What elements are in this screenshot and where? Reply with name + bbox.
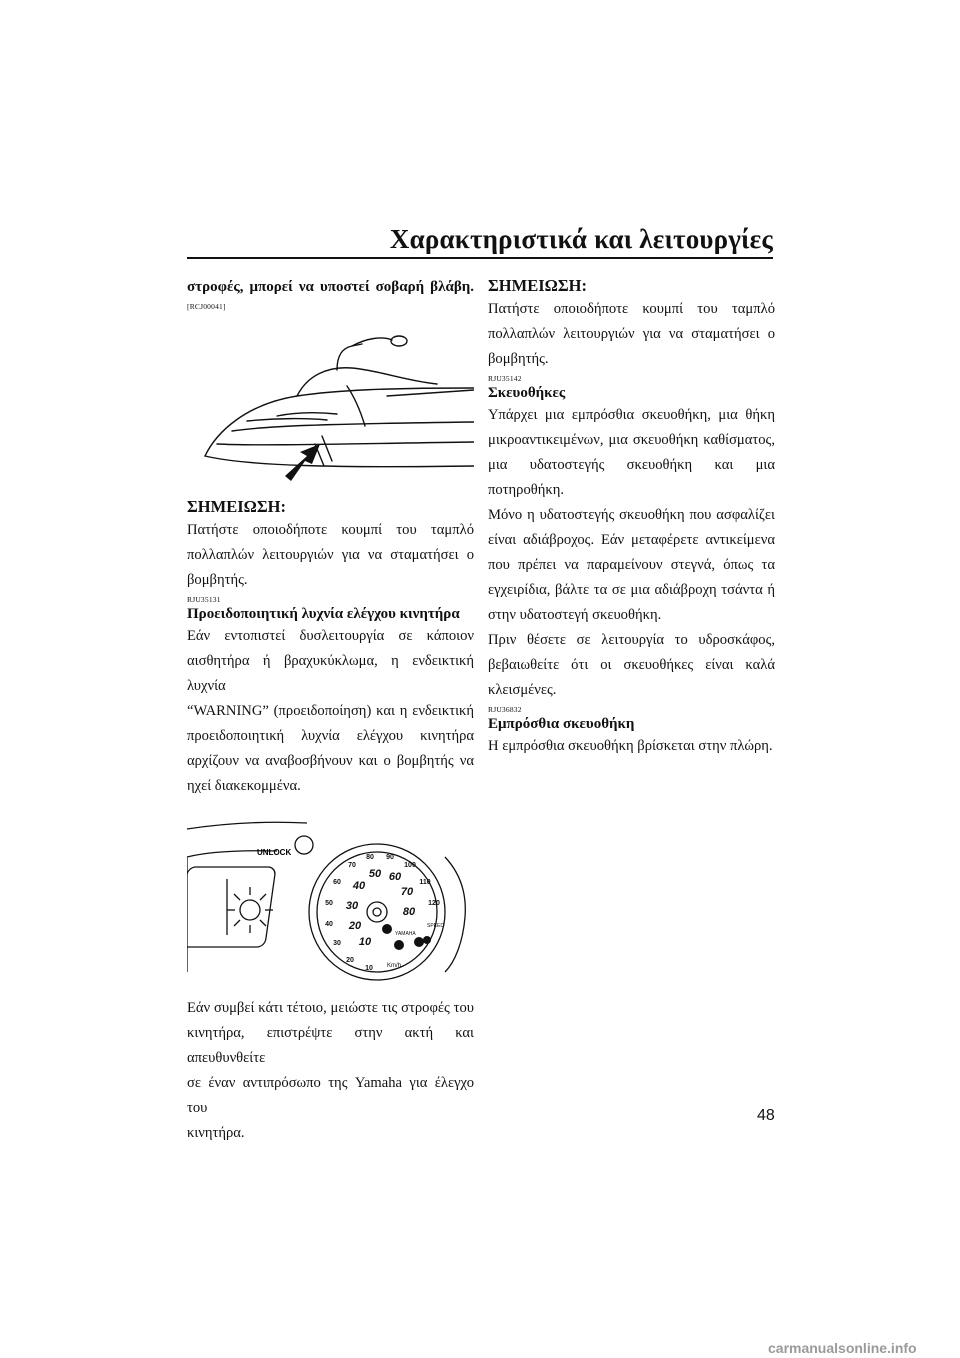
inner-tick-label: 10 — [358, 936, 372, 948]
right-note-line: πολλαπλών λειτουργιών για να σταματήσει ο — [488, 326, 775, 342]
outer-tick-label: 30 — [333, 940, 341, 947]
section-line: Μόνο η υδατοστεγής σκευοθήκη που ασφαλίζει — [488, 507, 775, 523]
section-title: Σκευοθήκες — [488, 385, 566, 401]
section-code: RJU35131 — [187, 595, 221, 604]
section-line: που πρέπει να παραμείνουν στεγνά, όπως τα — [488, 557, 775, 573]
section-line: Η εμπρόσθια σκευοθήκη βρίσκεται στην πλώρη. — [488, 738, 773, 754]
section-line: “WARNING” (προειδοποίηση) και η ενδεικτική — [187, 703, 474, 719]
outer-tick-label: 100 — [404, 862, 416, 869]
right-note-line: Πατήστε οποιοδήποτε κουμπί του ταμπλό — [488, 301, 775, 317]
watercraft-illustration — [187, 326, 474, 486]
left-note-line: πολλαπλών λειτουργιών για να σταματήσει ο — [187, 547, 474, 563]
section-title: Προειδοποιητική λυχνία ελέγχου κινητήρα — [187, 606, 460, 622]
after-line: σε έναν αντιπρόσωπο της Yamaha για έλεγχο του — [187, 1075, 474, 1116]
right-note-title: ΣΗΜΕΙΩΣΗ: — [488, 276, 587, 295]
outer-tick-label: 120 — [428, 900, 440, 907]
section-line: βεβαιωθείτε ότι οι σκευοθήκες είναι καλά — [488, 657, 775, 673]
section-line: Εάν εντοπιστεί δυσλειτουργία σε κάποιον — [187, 628, 474, 644]
section-line: ηχεί διακεκομμένα. — [187, 778, 301, 794]
after-line: κινητήρα. — [187, 1125, 245, 1141]
left-note-line: Πατήστε οποιοδήποτε κουμπί του ταμπλό — [187, 522, 474, 538]
inner-tick-label: 80 — [402, 906, 416, 918]
section-line: αρχίζουν να αναβοσβήνουν και ο βομβητής να — [187, 753, 474, 769]
section-line: κλεισμένες. — [488, 682, 557, 698]
warning-light-icon — [227, 887, 273, 933]
section-line: Πριν θέσετε σε λειτουργία το υδροσκάφος, — [488, 632, 775, 648]
outer-tick-label: 90 — [386, 854, 394, 861]
inner-tick-label: 20 — [348, 920, 362, 932]
brand-label: YAMAHA — [395, 931, 416, 937]
section-line: μικροαντικειμένων, μια σκευοθήκη καθίσματος, — [488, 432, 775, 448]
left-note-title: ΣΗΜΕΙΩΣΗ: — [187, 497, 286, 516]
section-line: προειδοποιητική λυχνία ελέγχου κινητήρα — [187, 728, 474, 744]
outer-tick-label: 110 — [419, 879, 431, 886]
section-line: είναι αδιάβροχος. Εάν μεταφέρετε αντικείμενα — [488, 532, 775, 548]
speedometer-illustration — [187, 817, 474, 982]
section-title: Εμπρόσθια σκευοθήκη — [488, 716, 635, 732]
outer-tick-label: 10 — [365, 965, 373, 972]
page-number: 48 — [757, 1107, 775, 1124]
inner-tick-label: 50 — [368, 868, 382, 880]
outer-tick-label: 50 — [325, 900, 333, 907]
section-line: στην υδατοστεγή σκευοθήκη. — [488, 607, 662, 623]
after-line: κινητήρα, επιστρέψτε στην ακτή και απευθυνθείτε — [187, 1025, 474, 1066]
section-line: μια υδατοστεγής σκευοθήκη και μια ποτηροθήκη. — [488, 457, 775, 498]
section-line: εγχειρίδια, βάλτε τα σε μια αδιάβροχη τσάντα ή — [488, 582, 775, 598]
section-code: RJU35142 — [488, 374, 522, 383]
left-column — [187, 275, 474, 1146]
section-line: Υπάρχει μια εμπρόσθια σκευοθήκη, μια θήκη — [488, 407, 775, 423]
unlock-label: UNLOCK — [257, 848, 292, 857]
section-line: αισθητήρα ή βραχυκύκλωμα, η ενδεικτική λυχνία — [187, 653, 474, 694]
outer-tick-label: 80 — [366, 854, 374, 861]
after-line: Εάν συμβεί κάτι τέτοιο, μειώστε τις στροφές του — [187, 1000, 474, 1016]
section-code: RJU36832 — [488, 705, 522, 714]
header-rule — [187, 257, 773, 259]
intro-line: στροφές, μπορεί να υποστεί σοβαρή βλάβη. — [187, 279, 474, 295]
inner-tick-label: 40 — [352, 880, 366, 892]
intro-code: [RCJ00041] — [187, 302, 226, 311]
outer-tick-label: 20 — [346, 957, 354, 964]
unit-label: Km/h — [387, 963, 402, 969]
right-note-line: βομβητής. — [488, 351, 549, 367]
outer-tick-label: 40 — [325, 921, 333, 928]
left-note-line: βομβητής. — [187, 572, 248, 588]
inner-tick-label: 60 — [388, 871, 402, 883]
outer-tick-label: 60 — [333, 879, 341, 886]
outer-tick-label: 70 — [348, 862, 356, 869]
inner-tick-label: 70 — [400, 886, 414, 898]
right-column — [488, 275, 775, 759]
inner-tick-label: 30 — [345, 900, 359, 912]
speed-label: SPEED — [427, 923, 444, 929]
page-header-title: Χαρακτηριστικά και λειτουργίες — [389, 224, 773, 254]
site-watermark: carmanualsonline.info — [768, 1340, 917, 1356]
